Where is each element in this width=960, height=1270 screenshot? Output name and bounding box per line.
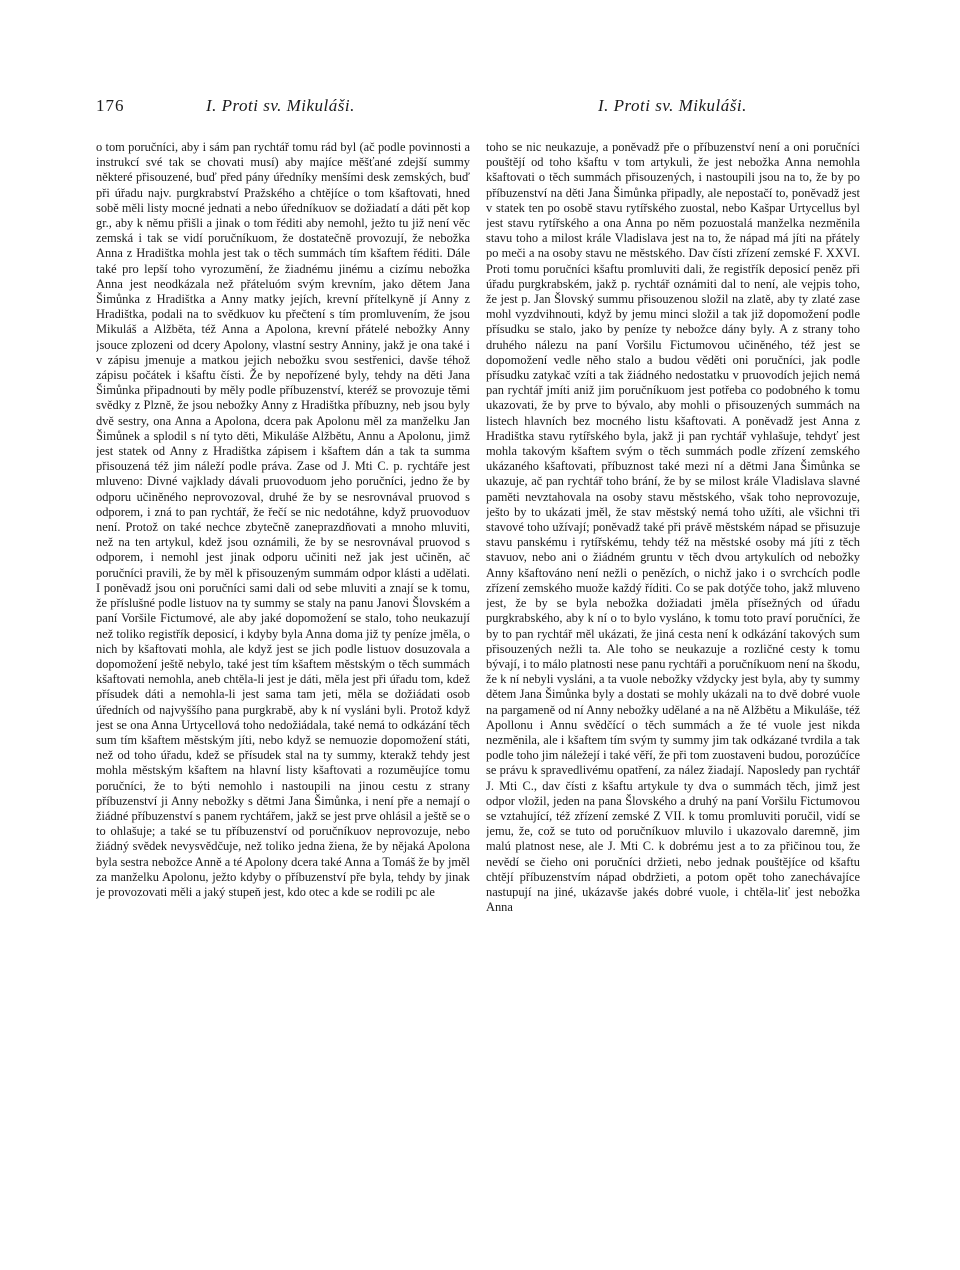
- running-title-right: I. Proti sv. Mikuláši.: [598, 96, 747, 115]
- text-column-left: [96, 140, 470, 1140]
- running-title-left: I. Proti sv. Mikuláši.: [206, 96, 355, 115]
- text-column-right: [486, 140, 860, 1140]
- page-number: 176: [96, 96, 125, 115]
- left-column-text: o tom poručníci, aby i sám pan rychtář tomu rád byl (ač podle povinnosti a instrukcí své tak se chovati musí) aby majíce měšťané zdejší summy některé přisouzené, buď před pány úředníky menšími desk zemských, buď při úřadu najv. purgkrabství Pražského a chtějíce o tom kšaftovati, hned sobě měli listy mocné jednati a nebo úředníkuov se dožiadatí a dáti pět kop gr., aby k němu přišli a jinak o tom řéditi aby nemohl, ježto tu již není věc zemská i tak se vidí poručníkuom, že dostatečně provozují, že nebožka Anna z Hradištka mohla jest tak o těch summách tím kšaftem řéditi. Dále také pro lepší toho vyrozumění, že žiadnému jinému a cizímu nebožka Anna jest neodkázala než přáteluóm svým krevním, jako dětem Jana Šimůnka z Hradištka a Anny matky jejích, krevní přítelkyně jí Anny z Hradištka, podali na to svědkuov ku přečtení s tím promluvením, že jsou Mikuláš a Alžběta, též Anna a Apolona, krevní přátelé nebožky Anny jsouce zplozeni od dcery Apolony, vlastní sestry Anniny, jakž je ona také i v zápisu jmenuje a matkou jejich nebožku svou sestřenici, davše téhož zápisu počátek i kšaftu čísti. Že by nepořízené byly, tehdy na děti Jana Šimůnka připadnouti by měly podle příbuzenství, kteréž se provozuje těmi svědky z Plzně, že jsou nebožky Anny z Hradištka příbuzny, neb jsou byly dvě sestry, ona Anna a Apolona, dcera pak Apolonu měl za manželku Jan Šimůnek a splodil s ní tyto děti, Mikuláše Alžbětu, Annu a Apolonu, jimž jest statek od Anny z Hradištka zápisem i kšaftem dán a tak ta summa přisouzená též jim náleží podle práva. Zase od J. Mti C. p. rychtáře jest mluveno: Divné vajklady dávali pruovoduom jeho poručníci, jedno že by odporu učiněného neprovozoval, druhé že by se nesrovnával pruovod s odporem, i zná to pan rychtář, že řečí se nic nedotáhne, když pruovoduov není. Protož on také nechce zbytečně zaneprazdňovati a mnoho mluviti, než na ten artykul, kdež jsou oznámili, že by se nesrovnával pruovod s odporem, i nemohl jest jinak odporu učiniti než jak jest učiněn, ač poručníci pravili, že by měl k přisouzeným summám odpor klásti a udělati. I poněvadž jsou oni poručníci sami dali od sebe mluviti a znají se k tomu, že příslušné podle listuov na ty summy se staly na panu Janovi Šlovském a paní Voršile Fictumové, ale aby jaké dopomožení se stalo, toho neukazují než toliko registřík deposicí, i kdyby byla Anna doma již ty peníze jměla, o nich by kšaftovati mohla, ale když jest se jich podle listuov dosuzovala a dopomožení ještě nebylo, také jest tím kšaftem městským o těch summách kšaftovati nemohla, aneb chtěla-li jest je dáti, měla jest při úřadu tom, kdež přísudek dáti a nemohla-li jest sama tam jeti, měla se dožiádati osob úředních od najvyššího pana purgkrabě, aby k ní vysláni byli. Protož když jest se ona Anna Urtycellová toho nedožiádala, také nemá to odkázání těch sum tím kšaftem městským jíti, nebo když se nemuozie dopomožení státi, než od toho úřadu, kdež se přísudek stal na ty summy, kterakž tehdy jest mohla městským kšaftem na hlavní listy kšaftovati a rozuměujíce tomu poručníci, že to býti nemohlo i nastoupili na jinou cestu z strany příbuzenství ji Anny nebožky s dětmi Jana Šimůnka, i není pře a nemají o žiádné příbuzenství s panem rychtářem, jakž se jest prve ohlásil a ještě se o to ohlašuje; a také se tu příbuzenství od poručníkuov neprovozuje, nebo žiádný svědek nevysvědčuje, než toliko jedna žiena, že by nějaká Apolona byla sestra nebožce Anně a té Apolony dcera také Anna a Tomáš že by jměl za manželku Apolonu, ježto kdyby o příbuzenství pře byla, tehdy by jinak je provozovati měli a jaký stupeň jest, kdo otec a kde se rodili pc ale: [96, 140, 470, 899]
- right-column-text: toho se nic neukazuje, a poněvadž pře o příbuzenství není a oni poručníci pouštějí od toho kšaftu v tom artykuli, že jest nebožka Anna nemohla kšaftovati o těch summách přisouzených, i nastoupili jsou na to, že by po příbuzenství na děti Jana Šimůnka připadly, ale nepostačí to, poněvadž jest v statek ten po osobě stavu rytířského zuostal, nebo Kašpar Urtycellus byl jest stavu rytířského a ona Anna po něm pozuostalá manželka nezměnila stavu toho a milost krále Vladislava jest na to, že nápad má jíti na přátely po meči a na osoby stavu ne městského. Dav čísti zřízení zemské F. XXVI. Proti tomu poručníci kšaftu promluviti dali, že registřík deposicí peněz při úřadu purgkrabském, jakž p. rychtář oznámiti dal to není, ale vejpis toho, že jest p. Jan Šlovský summu přisouzenou složil na zlatě, aby ty zlaté zase mohl vyzdvihnouti, když by jemu minci složil a tak již dopomožení podle přísudku se stalo, jako by peníze ty nebožce dány byly. A z strany toho druhého nálezu na paní Voršilu Fictumovou učiněného, též jest se dopomožení vedle něho stalo a budou věděti oni poručníci, jak podle přísudku zatykač vzíti a tak žiádného nedostatku v pruovodích jejich nemá pan rychtář jmíti aniž jim poručníkuom jest potřeba co podobného k tomu ukazovati, že by prve to bývalo, aby mohli o přisouzených summách na listech hlavních bez mocného listu kšaftovati. A poněvadž jest Anna z Hradištka stavu rytířského byla, jakž ji pan rychtář vyhlašuje, tehdyť jest mohla takovým kšaftem svým o těch summách podle zřízení zemského ukázaného kšaftovati, příbuznost také mezi ní a dětmi Jana Šimůnka se ukazuje, ač pan rychtář toho brání, že by se milost krále Vladislava slavné paměti nevztahovala na osoby stavu městského, však toho neprovozuje, ješto by to ukázati jměl, že stav městský nemá toho užíti, ale všichni tři stavové toho užívají; poněvadž také při právě městském nápad se přisuzuje stavu panskému i rytířskému, tehdy též na městské osoby má jíti z těch stavuov, nebo ani o žiádném gruntu v těch dvou artykulích od nebožky Anny kšaftováno není nežli o penězích, o nichž jako i o svrchcích podle zřízení zemského muože každý říditi. Co se pak dotýče toho, jakž mluveno jest, že by se byla nebožka dožiadati jměla přísežných od úřadu purgkrabského, aby k ní o to bylo vysláno, k tomu toto praví poručníci, že by to pan rychtář měl ukázati, že jiná cesta není k odkázání takových sum přisouzených nežli ta. Ale toho se neukazuje a rozličné cesty k tomu bývají, i to málo platnosti nese panu rychtáři a poručníkuom není na škodu, že k ní nebyli vysláni, a ta vuole nebožky vždycky jest byla, aby ty summy dětem Jana Šimůnka byly a dostati se mohly ukázali na to dvě dobré vuole na pargameně od ní Anny nebožky udělané a na ně Alžbětu a Mikuláše, též Apollonu i Annu svědčící o těch summách a že té vuole jest nikda nezměnila, ale i kšaftem tím svým ty summy jim tak odkázané tvrdila a tak podle toho jim náležejí i také věří, že při tom zuostaveni budou, porozúčíce se právu k spravedlivému opatření, za nález žiadají. Naposledy pan rychtář J. Mti C., dav čísti z kšaftu artykule ty dva o summách těch, jimž jest odpor vložil, jeden na pana Šlovského a druhý na paní Voršilu Fictumovou se vztahující, též zřízení zemské Z VII. k tomu promluviti poručil, vidí se jemu, že, což se tuto od poručníkuov mluvilo i ukazovalo daremně, jim malú platnost nese, ale J. Mti C. k dobrému jest a to za přičinou tou, že nevědí se čieho oni poručníci držieti, nebo jednak pouštějíce od kšaftu chtějí příbuzenstvím nápad obdržieti, a potom opět toho zanechávajíce nastupují na jiné, ukázavše jakés dobré vuole, i chtěla-liť jest nebožka Anna: [486, 140, 860, 915]
